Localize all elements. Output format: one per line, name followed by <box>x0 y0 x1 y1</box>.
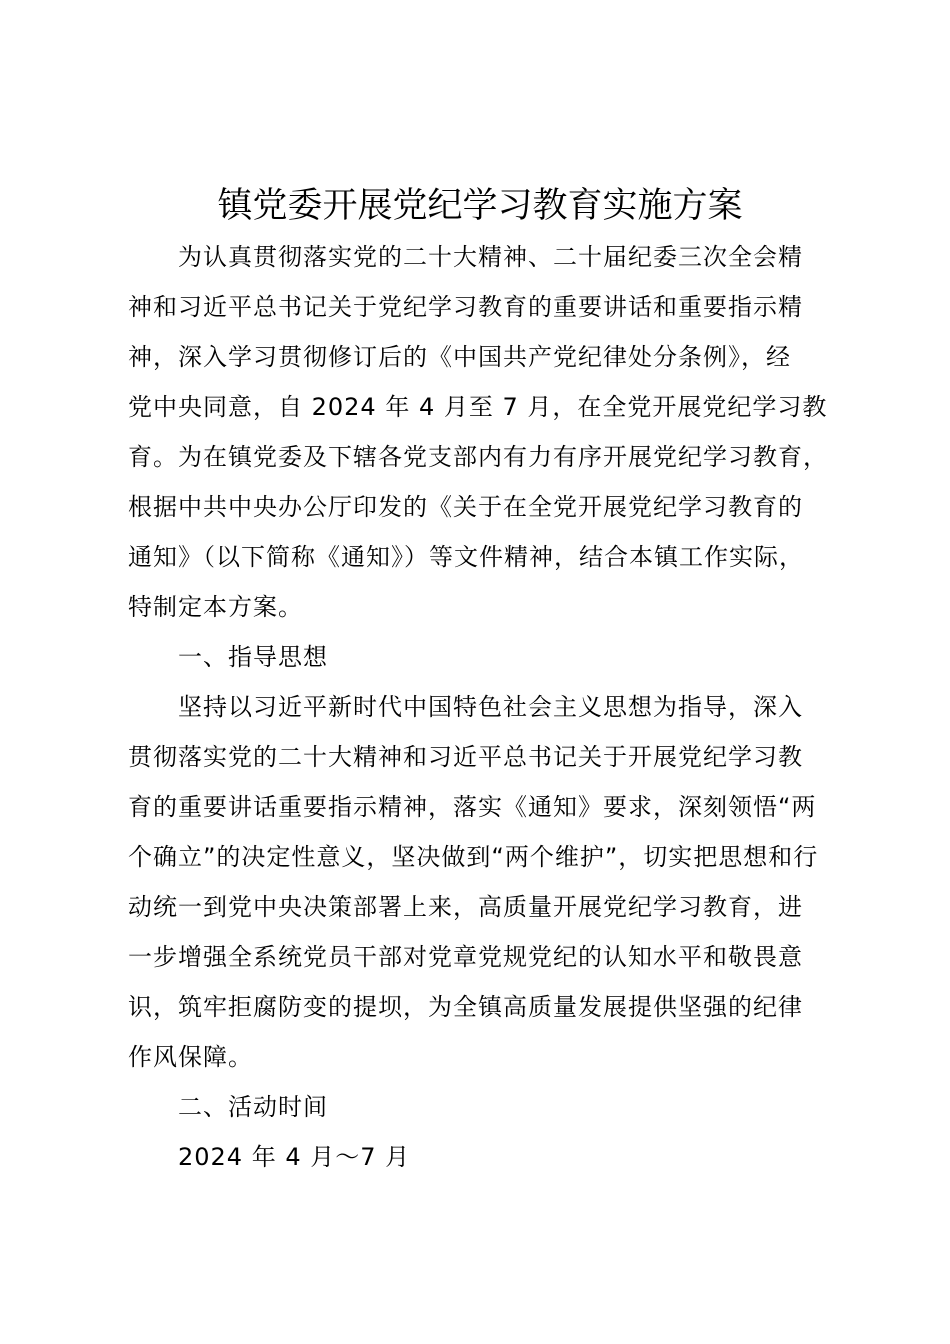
intro-line: 通知》（以下简称《通知》）等文件精神，结合本镇工作实际， <box>128 543 804 571</box>
section1-line: 个确立”的决定性意义，坚决做到“两个维护”，切实把思想和行 <box>128 843 819 871</box>
section1-line: 贯彻落实党的二十大精神和习近平总书记关于开展党纪学习教 <box>128 743 803 771</box>
intro-line: 神和习近平总书记关于党纪学习教育的重要讲话和重要指示精 <box>128 293 803 321</box>
document-title: 镇党委开展党纪学习教育实施方案 <box>217 186 743 226</box>
intro-line: 为认真贯彻落实党的二十大精神、二十届纪委三次全会精 <box>178 243 803 271</box>
intro-line: 神，深入学习贯彻修订后的《中国共产党纪律处分条例》，经 <box>128 343 791 371</box>
intro-line: 党中央同意，自 2024 年 4 月至 7 月，在全党开展党纪学习教 <box>128 393 828 421</box>
section1-line: 识，筑牢拒腐防变的提坝，为全镇高质量发展提供坚强的纪律 <box>128 993 803 1021</box>
section-heading-activity-time: 二、活动时间 <box>178 1093 328 1121</box>
section1-paragraph <box>128 682 868 1082</box>
intro-line: 育。为在镇党委及下辖各党支部内有力有序开展党纪学习教育， <box>128 443 828 471</box>
section1-line: 一步增强全系统党员干部对党章党规党纪的认知水平和敬畏意 <box>128 943 803 971</box>
section1-line: 作风保障。 <box>128 1043 253 1071</box>
document-body <box>128 232 868 1182</box>
intro-line: 特制定本方案。 <box>128 593 303 621</box>
activity-date: 2024 年 4 月～7 月 <box>178 1143 411 1171</box>
intro-line: 根据中共中央办公厅印发的《关于在全党开展党纪学习教育的 <box>128 493 803 521</box>
intro-paragraph <box>128 232 868 632</box>
section-heading-guiding-thought: 一、指导思想 <box>178 643 328 671</box>
section1-line: 动统一到党中央决策部署上来，高质量开展党纪学习教育，进 <box>128 893 803 921</box>
section1-line: 育的重要讲话重要指示精神，落实《通知》要求，深刻领悟“两 <box>128 793 817 821</box>
section1-line: 坚持以习近平新时代中国特色社会主义思想为指导，深入 <box>178 693 803 721</box>
